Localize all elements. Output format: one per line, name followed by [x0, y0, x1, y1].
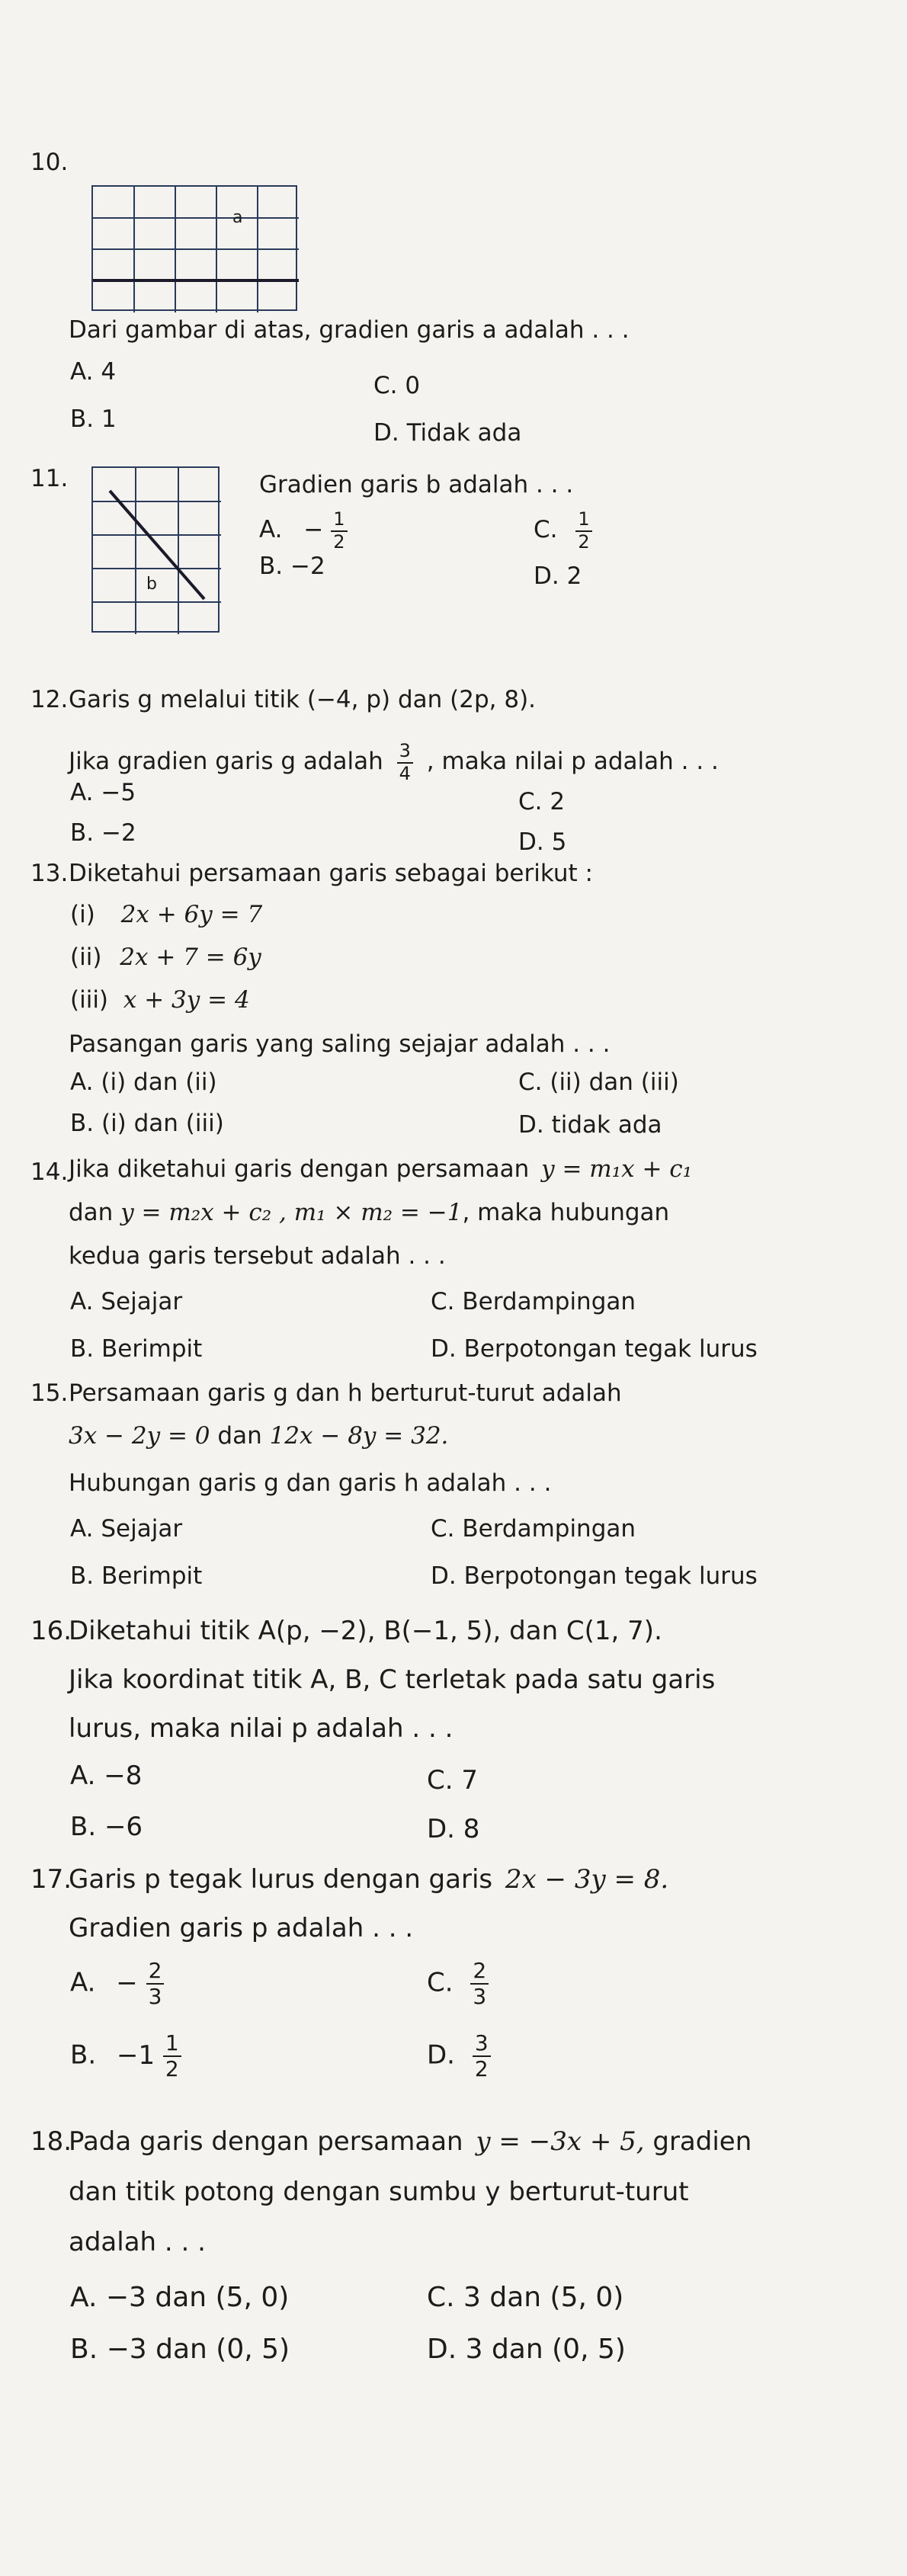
q11-option-a-label: A.: [259, 516, 283, 544]
q18-line1-pre: Pada garis dengan persamaan: [69, 2126, 463, 2157]
q17-option-d[interactable]: [427, 2031, 491, 2081]
q14-line2: [69, 1199, 669, 1226]
q13-option-c[interactable]: C. (ii) dan (iii): [518, 1069, 679, 1096]
q17-number: 17.: [30, 1864, 72, 1895]
q17-option-b-label: B.: [70, 2039, 97, 2071]
q10-option-d[interactable]: D. Tidak ada: [373, 419, 522, 447]
q13-question: Diketahui persamaan garis sebagai berikut :: [69, 860, 593, 887]
q17-line1-pre: Garis p tegak lurus dengan garis: [69, 1864, 493, 1895]
q14-number: 14.: [30, 1158, 69, 1186]
q13-option-b[interactable]: B. (i) dan (iii): [70, 1110, 224, 1137]
q15-equation-g: 3x − 2y = 0: [69, 1422, 210, 1450]
q17-c-denominator: 3: [473, 1984, 487, 2010]
q18-line3: adalah . . .: [69, 2227, 206, 2257]
q12-denominator: 4: [399, 762, 411, 784]
q13-number: 13.: [30, 860, 69, 887]
q17-line1: [69, 1864, 668, 1895]
q12-option-d[interactable]: D. 5: [518, 828, 567, 856]
q11-number: 11.: [30, 465, 69, 492]
q17-line2: Gradien garis p adalah . . .: [69, 1913, 414, 1943]
q13-item-3-label: (iii): [70, 986, 109, 1014]
q17-option-d-fraction: [473, 2031, 491, 2081]
q11-option-c-fraction: [575, 509, 591, 553]
q15-option-c[interactable]: C. Berdampingan: [431, 1515, 636, 1543]
q17-option-b[interactable]: [70, 2031, 181, 2081]
q18-option-a[interactable]: A. −3 dan (5, 0): [70, 2282, 290, 2313]
q11-a-numerator: 1: [331, 509, 347, 532]
q13-item-1-label: (i): [70, 901, 95, 928]
q15-option-a[interactable]: A. Sejajar: [70, 1515, 183, 1543]
q11-c-denominator: 2: [578, 530, 590, 553]
q16-option-a[interactable]: A. −8: [70, 1761, 143, 1791]
q11-option-d[interactable]: D. 2: [534, 562, 582, 590]
q17-a-denominator: 3: [148, 1984, 162, 2010]
q13-item-2: [70, 944, 261, 971]
q14-option-a[interactable]: A. Sejajar: [70, 1288, 183, 1315]
q11-option-a[interactable]: [259, 509, 348, 553]
q14-option-d[interactable]: D. Berpotongan tegak lurus: [431, 1335, 758, 1363]
q11-option-b[interactable]: B. −2: [259, 553, 325, 580]
q17-d-numerator: 3: [473, 2031, 491, 2057]
q16-number: 16.: [30, 1616, 72, 1646]
q11-question: Gradien garis b adalah . . .: [259, 471, 574, 498]
q13-item-1: [70, 901, 262, 928]
q18-option-c[interactable]: C. 3 dan (5, 0): [427, 2282, 624, 2313]
q13-prompt: Pasangan garis yang saling sejajar adalah . . .: [69, 1030, 611, 1058]
q11-option-c-label: C.: [534, 516, 558, 544]
q10-option-b[interactable]: B. 1: [70, 405, 117, 433]
q18-line1-equation: y = −3x + 5,: [476, 2126, 645, 2157]
q17-option-b-whole: −1: [116, 2039, 155, 2071]
q12-option-b[interactable]: B. −2: [70, 819, 136, 847]
q11-grid-label: b: [146, 575, 157, 594]
q10-number: 10.: [30, 149, 69, 176]
q16-line1: Diketahui titik A(p, −2), B(−1, 5), dan C(1, 7).: [69, 1616, 662, 1646]
q11-option-c[interactable]: [534, 509, 592, 553]
q12-fraction: [397, 741, 413, 784]
q13-item-1-equation: 2x + 6y = 7: [120, 901, 263, 928]
q17-option-a[interactable]: [70, 1959, 164, 2009]
q17-option-c-fraction: [470, 1959, 489, 2009]
q16-option-d[interactable]: D. 8: [427, 1814, 480, 1844]
q17-d-denominator: 2: [474, 2056, 489, 2082]
q16-option-c[interactable]: C. 7: [427, 1765, 478, 1796]
q15-option-b[interactable]: B. Berimpit: [70, 1562, 203, 1590]
q11-option-a-sign: −: [303, 516, 324, 544]
q16-line2: Jika koordinat titik A, B, C terletak pada satu garis: [69, 1664, 716, 1695]
q12-number: 12.: [30, 686, 69, 713]
q15-number: 15.: [30, 1379, 69, 1407]
q17-option-d-label: D.: [427, 2039, 455, 2071]
q18-line2: dan titik potong dengan sumbu y berturut-turut: [69, 2177, 689, 2207]
q17-option-b-fraction: [163, 2031, 181, 2081]
q13-item-2-equation: 2x + 7 = 6y: [120, 944, 261, 971]
q15-line3: Hubungan garis g dan garis h adalah . . .: [69, 1469, 552, 1497]
q13-item-3: [70, 986, 250, 1014]
q18-option-d[interactable]: D. 3 dan (0, 5): [427, 2334, 626, 2365]
q14-line2-pre: dan: [69, 1199, 114, 1226]
q15-equation-h: 12x − 8y = 32.: [269, 1422, 449, 1450]
q11-grid-figure: [91, 466, 220, 633]
q13-item-3-equation: x + 3y = 4: [123, 986, 250, 1014]
q16-option-b[interactable]: B. −6: [70, 1812, 143, 1842]
q18-number: 18.: [30, 2126, 72, 2157]
q17-option-c[interactable]: [427, 1959, 489, 2009]
q14-line2-equation: y = m₂x + c₂ , m₁ × m₂ = −1: [120, 1199, 463, 1226]
q17-b-numerator: 1: [163, 2031, 181, 2057]
q14-line1-pre: Jika diketahui garis dengan persamaan: [69, 1155, 530, 1183]
q17-option-a-sign: −: [116, 1967, 138, 1998]
q12-line2: [69, 741, 719, 784]
q14-option-c[interactable]: C. Berdampingan: [431, 1288, 636, 1315]
q12-line2-post: , maka nilai p adalah . . .: [426, 748, 719, 776]
q12-option-a[interactable]: A. −5: [70, 779, 136, 806]
q10-grid-label: a: [232, 208, 243, 227]
q15-line2: [69, 1422, 448, 1450]
q15-connector: dan: [217, 1422, 262, 1450]
q16-line3: lurus, maka nilai p adalah . . .: [69, 1713, 454, 1744]
q12-line1: Garis g melalui titik (−4, p) dan (2p, 8).: [69, 686, 537, 713]
q18-option-b[interactable]: B. −3 dan (0, 5): [70, 2334, 290, 2365]
q18-line1-post: gradien: [652, 2126, 752, 2157]
q14-line1-equation: y = m₁x + c₁: [541, 1155, 693, 1183]
q12-numerator: 3: [397, 741, 413, 764]
q13-item-2-label: (ii): [70, 944, 102, 971]
q17-line1-equation: 2x − 3y = 8.: [505, 1864, 669, 1895]
q17-a-numerator: 2: [146, 1959, 165, 1985]
q17-b-denominator: 2: [165, 2056, 179, 2082]
q13-option-d[interactable]: D. tidak ada: [518, 1111, 662, 1139]
q12-option-c[interactable]: C. 2: [518, 788, 566, 815]
q18-line1: [69, 2126, 752, 2157]
q10-option-a[interactable]: A. 4: [70, 358, 117, 386]
q17-option-a-fraction: [146, 1959, 165, 2009]
q11-a-denominator: 2: [333, 530, 345, 553]
q12-line2-pre: Jika gradien garis g adalah: [69, 748, 383, 776]
q15-line1: Persamaan garis g dan h berturut-turut adalah: [69, 1379, 622, 1407]
q17-c-numerator: 2: [470, 1959, 489, 1985]
q11-c-numerator: 1: [575, 509, 591, 532]
q14-line3: kedua garis tersebut adalah . . .: [69, 1242, 446, 1270]
q11-option-a-fraction: [331, 509, 347, 553]
q15-option-d[interactable]: D. Berpotongan tegak lurus: [431, 1562, 758, 1590]
q10-question: Dari gambar di atas, gradien garis a adalah . . .: [69, 316, 630, 344]
q10-grid-figure: [91, 185, 297, 311]
q14-line1: [69, 1155, 692, 1183]
q14-line2-post: , maka hubungan: [462, 1199, 670, 1226]
q17-option-c-label: C.: [427, 1967, 454, 1998]
q10-option-c[interactable]: C. 0: [373, 372, 421, 399]
q17-option-a-label: A.: [70, 1967, 96, 1998]
q13-option-a[interactable]: A. (i) dan (ii): [70, 1069, 217, 1096]
q14-option-b[interactable]: B. Berimpit: [70, 1335, 203, 1363]
